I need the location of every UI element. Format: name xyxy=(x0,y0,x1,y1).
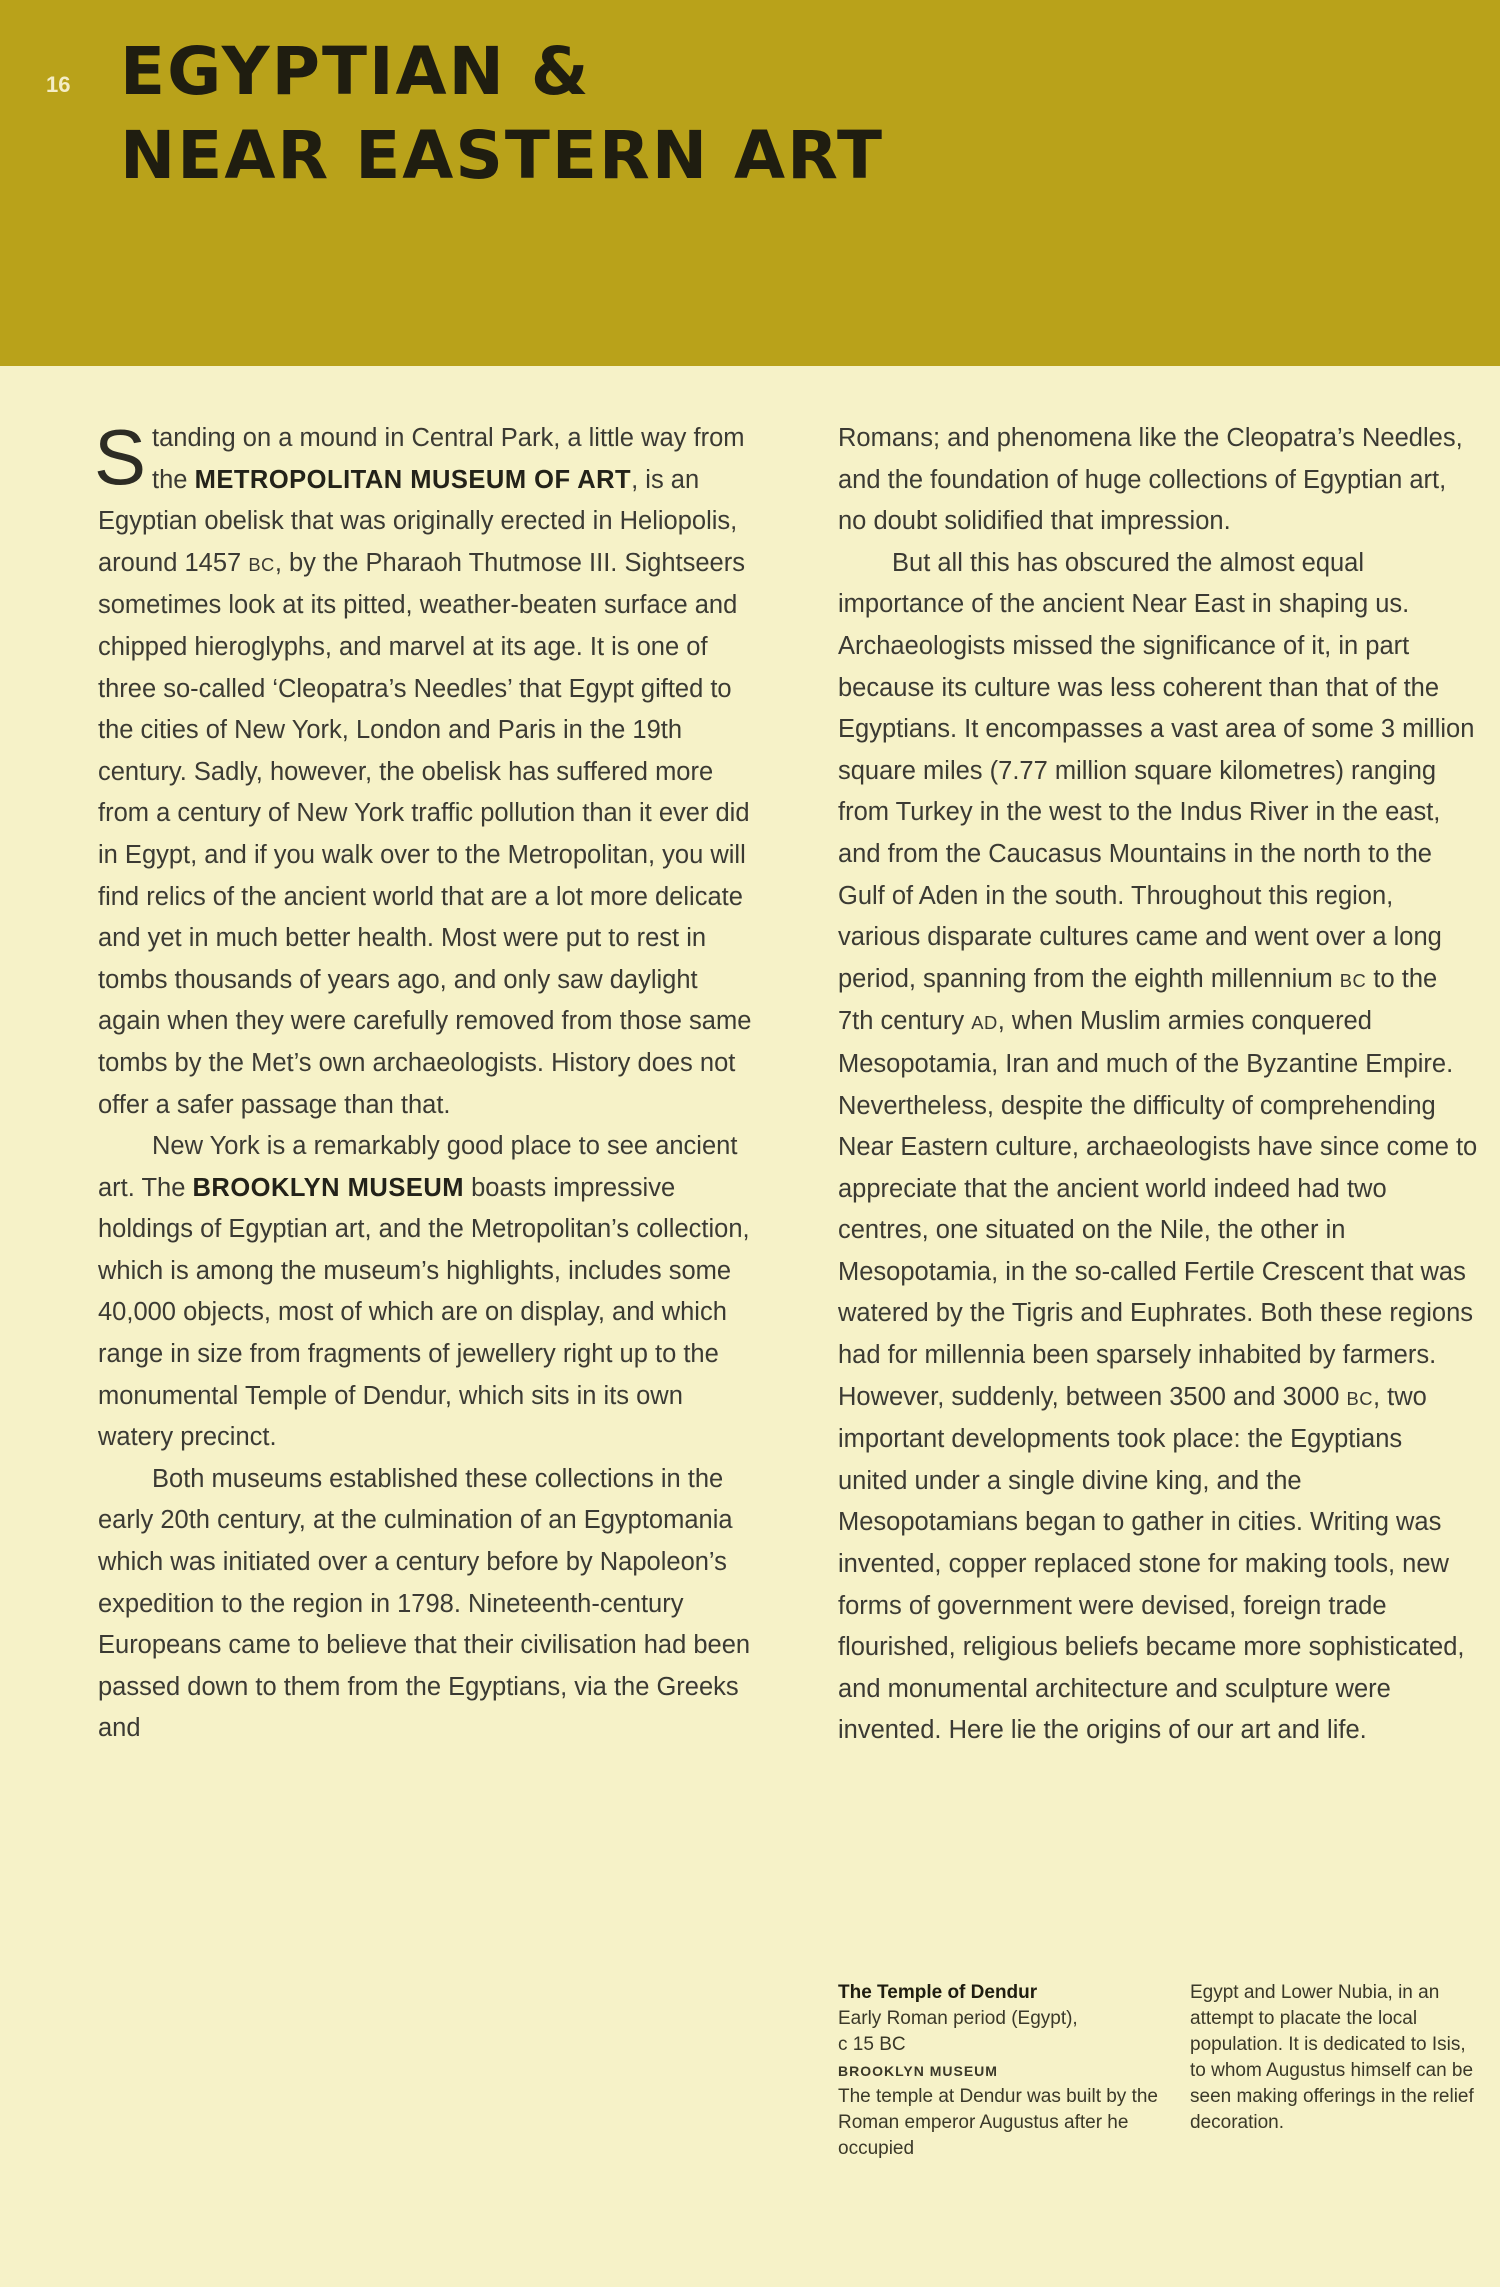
chapter-title xyxy=(120,30,884,198)
caption-text-part-1: The temple at Dendur was built by the Roman emperor Augustus after he occupied xyxy=(838,2086,1159,2159)
era-label: BC xyxy=(248,553,275,575)
drop-cap: S xyxy=(94,413,147,501)
text-run: , is an Egyptian obelisk that was originally erected in Heliopolis, around 1457 xyxy=(98,465,738,577)
caption-text-part-2: Egypt and Lower Nubia, in an attempt to placate the local population. It is dedicated to Isis, to whom Augustus himself can be seen making offerings in the relief decoration. xyxy=(1190,1982,1474,2133)
text-run: , two important developments took place: the Egyptians united under a single divine king, and the Mesopotamians began to gather in cities. Writing was invented, copper replaced stone for making tools, new forms of government were devised, foreign trade flourished, religious beliefs became more sophisticated, and monumental architecture and sculpture were invented. Here lie the origins of our art and life. xyxy=(838,1382,1465,1745)
caption-date: c 15 BC xyxy=(838,2034,906,2055)
caption-period: Early Roman period (Egypt), xyxy=(838,2008,1078,2029)
paragraph-3 xyxy=(98,1459,758,1750)
museum-name-metropolitan: METROPOLITAN MUSEUM OF ART xyxy=(194,465,632,494)
museum-name-brooklyn: BROOKLYN MUSEUM xyxy=(192,1173,464,1202)
text-run: , when Muslim armies conquered Mesopotamia, Iran and much of the Byzantine Empire. Nevertheless, despite the difficulty of comprehending Near Eastern culture, archaeologists have since come to appreciate that the ancient world indeed had two centres, one situated on the Nile, the other in Mesopotamia, in the so-called Fertile Crescent that was watered by the Tigris and Euphrates. Both these regions had for millennia been sparsely inhabited by farmers. However, suddenly, between 3500 and 3000 xyxy=(838,1007,1478,1411)
era-label: AD xyxy=(971,1012,998,1034)
text-run: Romans; and phenomena like the Cleopatra’s Needles, and the foundation of huge collections of Egyptian art, no doubt solidified that impression. xyxy=(838,424,1463,536)
era-label: BC xyxy=(1339,969,1367,991)
paragraph-1 xyxy=(94,413,758,1126)
text-run: boasts impressive holdings of Egyptian art, and the Metropolitan’s collection, which is among the museum’s highlights, includes some 40,000 objects, most of which are on display, and which range in size from fragments of jewellery right up to the monumental Temple of Dendur, which sits in its own watery precinct. xyxy=(98,1173,750,1452)
paragraph-4 xyxy=(838,418,1478,543)
caption-title: The Temple of Dendur xyxy=(838,1982,1038,2003)
text-run: But all this has obscured the almost equal importance of the ancient Near East in shaping us. Archaeologists missed the significance of it, in part because its culture was less coherent than that of the Egyptians. It encompasses a vast area of some 3 million square miles (7.77 million square kilometres) ranging from Turkey in the west to the Indus River in the east, and from the Caucasus Mountains in the north to the Gulf of Aden in the south. Throughout this region, various disparate cultures came and went over a long period, spanning from the eighth millennium xyxy=(838,548,1475,993)
text-run: to the 7th century xyxy=(838,964,1438,1036)
caption-museum: BROOKLYN MUSEUM xyxy=(838,2063,998,2079)
text-run: , by the Pharaoh Thutmose III. Sightseers sometimes look at its pitted, weather-beaten surface and chipped hieroglyphs, and marvel at its age. It is one of three so-called ‘Cleopatra’s Needles’ that Egypt gifted to the cities of New York, London and Paris in the 19th century. Sadly, however, the obelisk has suffered more from a century of New York traffic pollution than it ever did in Egypt, and if you walk over to the Metropolitan, you will find relics of the ancient world that are a lot more delicate and yet in much better health. Most were put to rest in tombs thousands of years ago, and only saw daylight again when they were carefully removed from those same tombs by the Met’s own archaeologists. History does not offer a safer passage than that. xyxy=(98,548,752,1119)
page-number: 16 xyxy=(46,72,71,97)
era-label: BC xyxy=(1346,1387,1373,1409)
image-caption xyxy=(838,1980,1158,2162)
text-run: New York is a remarkably good place to see ancient art. The xyxy=(98,1132,738,1202)
caption-continuation xyxy=(1190,1980,1480,2136)
paragraph-2 xyxy=(98,1126,758,1459)
text-run: tanding on a mound in Central Park, a little way from the xyxy=(152,424,745,494)
right-text-column xyxy=(838,418,1478,1752)
title-line-1: EGYPTIAN & xyxy=(120,33,591,110)
title-line-2: NEAR EASTERN ART xyxy=(120,117,884,194)
left-text-column xyxy=(94,413,758,1750)
paragraph-5 xyxy=(838,543,1478,1752)
title-banner xyxy=(0,0,1500,366)
text-run: Both museums established these collections in the early 20th century, at the culmination of an Egyptomania which was initiated over a century before by Napoleon’s expedition to the region in 1798. Nineteenth-century Europeans came to believe that their civilisation had been passed down to them from the Egyptians, via the Greeks and xyxy=(98,1464,751,1743)
